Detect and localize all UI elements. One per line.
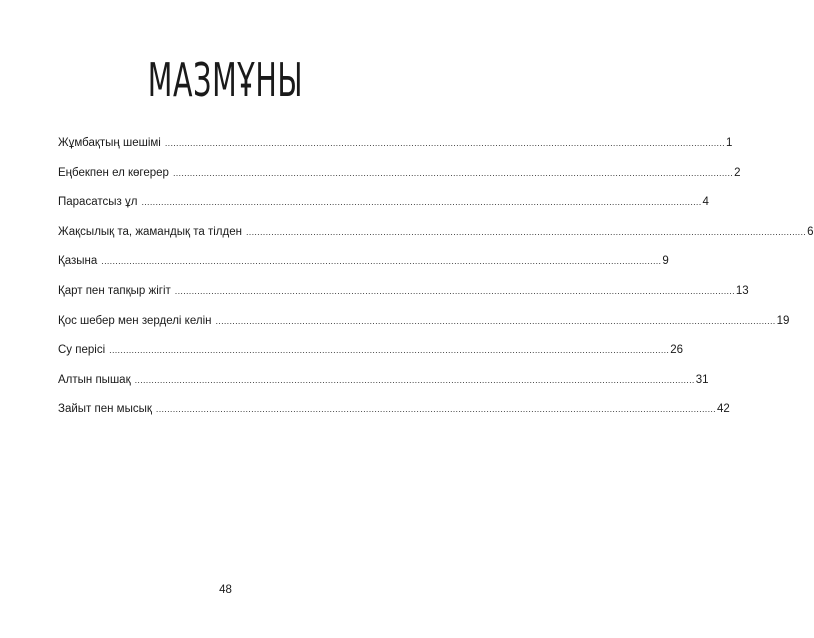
page-number: 48 [219,584,232,596]
toc-entry [58,196,709,226]
dot-leader: ........................................................................................................................................................................................................ [155,404,716,415]
toc-entry [58,373,709,404]
toc-entry-page: 9 [662,255,669,268]
toc-entry-title: Қос шебер мен зерделі келін [58,314,212,327]
toc-entry-page: 6 [807,225,814,238]
toc-entry [58,403,730,433]
toc-entry-page: 1 [725,137,733,149]
toc-entry [58,314,790,345]
page-title: МАЗМҰНЫ [147,53,304,107]
toc-entry-title: Парасатсыз ұл [58,196,138,209]
toc-entry-title: Еңбекпен ел көгерер [58,166,169,179]
dot-leader: ........................................................................................................................................................................................................ [164,138,725,148]
dot-leader: ........................................................................................................................................................................................................ [174,285,735,296]
toc-entry-page: 2 [734,166,741,179]
toc-entry [58,225,814,256]
toc-entry-page: 13 [735,284,749,297]
toc-entry-title: Қарт пен тапқыр жігіт [58,284,171,297]
toc-entry-title: Қазына [58,255,98,268]
toc-entry-page: 42 [717,403,730,416]
toc-entry-page: 26 [670,344,684,357]
dot-leader: ........................................................................................................................................................................................................ [134,374,695,385]
toc-entry-page: 31 [695,373,709,386]
dot-leader: ........................................................................................................................................................................................................ [141,197,702,208]
toc-entry-title: Су перісі [58,344,106,357]
toc-entry-page: 19 [776,314,790,327]
dot-leader: ........................................................................................................................................................................................................ [109,345,670,356]
toc-entry [58,284,749,315]
toc-entry-page: 4 [702,196,709,209]
toc-entry [58,344,684,374]
toc-entry [58,255,669,285]
toc-entry-title: Зайыт пен мысық [58,403,152,416]
toc-entry [58,137,733,167]
dot-leader: ........................................................................................................................................................................................................ [172,167,734,178]
toc-entry-title: Алтын пышақ [58,373,131,386]
toc-entry-title: Жұмбақтың шешімі [58,137,161,149]
toc-entry-title: Жақсылық та, жамандық та тілден [58,225,242,238]
dot-leader: ........................................................................................................................................................................................................ [245,226,807,237]
table-of-contents [58,137,814,433]
dot-leader: ........................................................................................................................................................................................................ [101,256,662,267]
toc-entry [58,166,741,197]
dot-leader: ........................................................................................................................................................................................................ [215,315,776,326]
